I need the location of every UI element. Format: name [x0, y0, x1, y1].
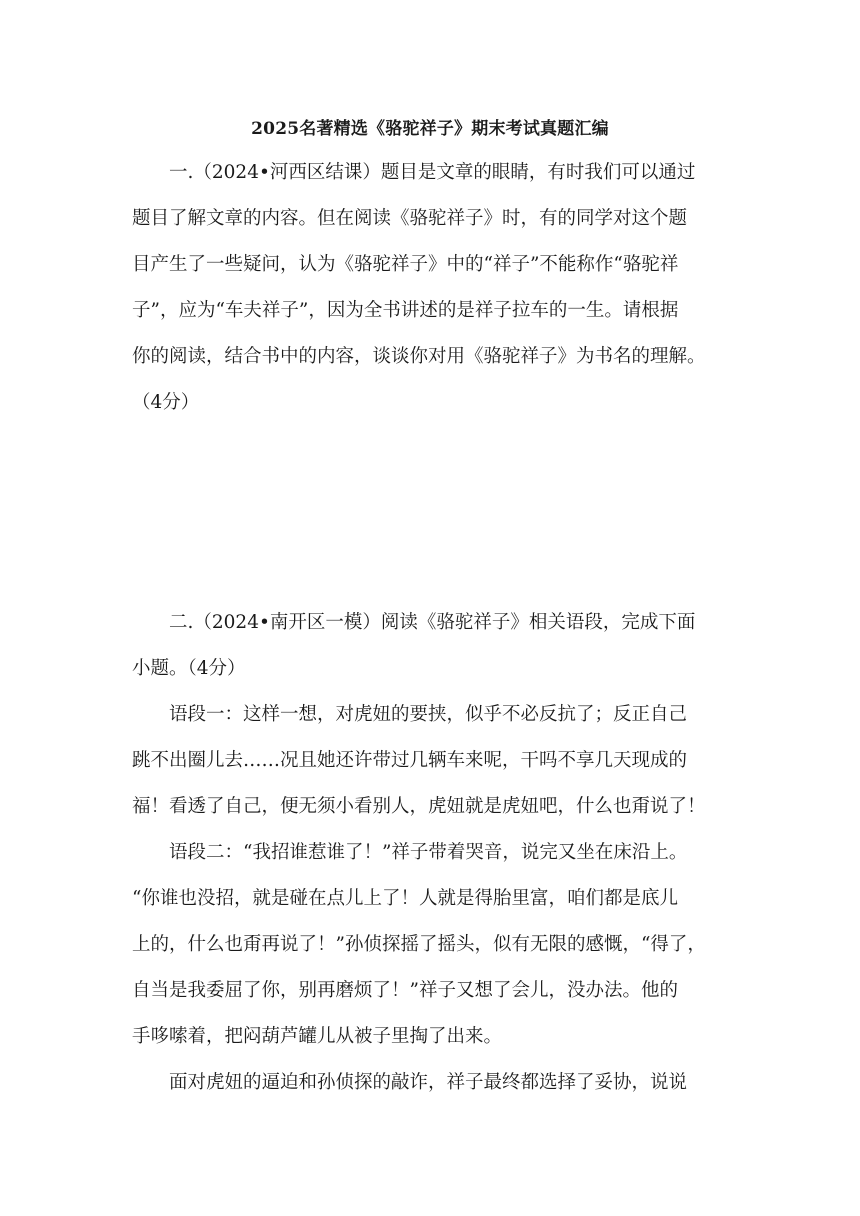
passage-2-line: 上的，什么也甭再说了！”孙侦探摇了摇头，似有无限的感慨，“得了，: [132, 934, 706, 955]
question-1-score: （4分）: [132, 392, 200, 413]
passage-1-line: 跳不出圈儿去……况且她还许带过几辆车来呢，干吗不享几天现成的: [132, 750, 688, 771]
question-1: [132, 150, 732, 426]
question-2-line: 小题。（4分）: [132, 658, 246, 679]
question-1-line: 题目了解文章的内容。但在阅读《骆驼祥子》时，有的同学对这个题: [132, 208, 688, 229]
question-1-line: 你的阅读，结合书中的内容，谈谈你对用《骆驼祥子》为书名的理解。: [132, 346, 706, 367]
passage-1-line: 语段一：这样一想，对虎妞的要挟，似乎不必反抗了；反正自己: [169, 704, 688, 725]
passage-2-line: 语段二：“我招谁惹谁了！”祥子带着哭音，说完又坐在床沿上。: [169, 842, 688, 863]
question-2-prompt-line: 面对虎妞的逼迫和孙侦探的敲诈，祥子最终都选择了妥协，说说: [169, 1072, 688, 1093]
question-1-line: 子”，应为“车夫祥子”，因为全书讲述的是祥子拉车的一生。请根据: [132, 300, 679, 321]
question-2: [132, 600, 732, 1106]
question-2-line: 二.（2024•南开区一模）阅读《骆驼祥子》相关语段，完成下面: [169, 612, 696, 633]
question-1-line: 一.（2024•河西区结课）题目是文章的眼睛，有时我们可以通过: [169, 162, 696, 183]
passage-2-line: “你谁也没招，就是碰在点儿上了！人就是得胎里富，咱们都是底儿: [132, 888, 678, 909]
passage-1-line: 福！看透了自己，便无须小看别人，虎妞就是虎妞吧，什么也甭说了！: [132, 796, 706, 817]
document-title: 2025名著精选《骆驼祥子》期末考试真题汇编: [251, 119, 609, 139]
question-1-line: 目产生了一些疑问，认为《骆驼祥子》中的“祥子”不能称作“骆驼祥: [132, 254, 679, 275]
passage-2-line: 自当是我委屈了你，别再磨烦了！”祥子又想了会儿，没办法。他的: [132, 980, 678, 1001]
passage-2-line: 手哆嗦着，把闷葫芦罐儿从被子里掏了出来。: [132, 1026, 503, 1047]
